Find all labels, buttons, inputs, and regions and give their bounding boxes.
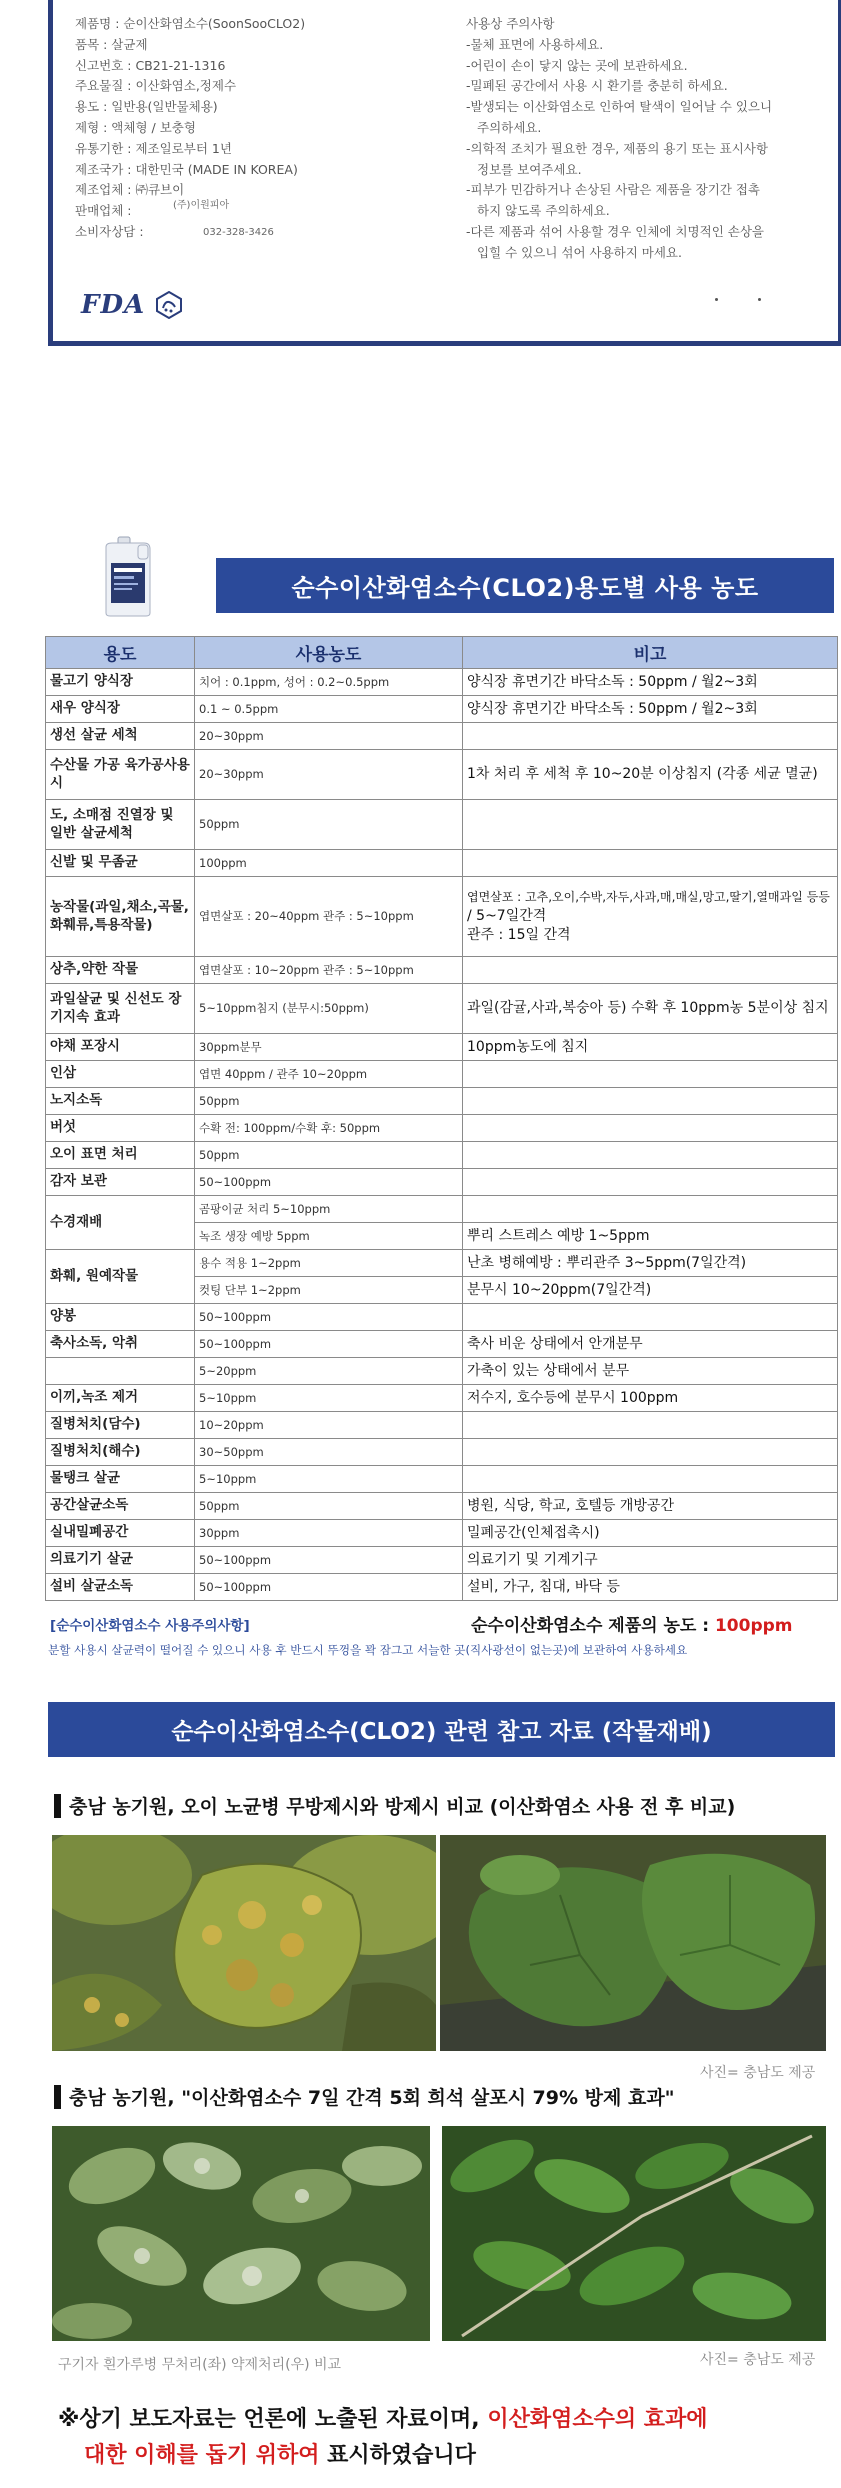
- note-cell: [463, 1088, 838, 1115]
- decor-dot: [758, 298, 761, 301]
- table-row: [46, 1547, 838, 1574]
- heading-text: 충남 농기원, "이산화염소수 7일 간격 5회 희석 살포시 79% 방제 효과": [69, 2087, 675, 2109]
- note-cell: 10ppm농도에 침지: [463, 1034, 838, 1061]
- concentration-cell: 엽면살포 : 10~20ppm 관주 : 5~10ppm: [195, 957, 463, 984]
- table-row: [46, 1358, 838, 1385]
- certification-logos: [81, 290, 183, 320]
- footnote-highlight: 대한 이해를 돕기 위하여: [84, 2443, 320, 2468]
- table-row: [46, 1412, 838, 1439]
- note-cell: 축사 비운 상태에서 안개분무: [463, 1331, 838, 1358]
- use-cell: 신발 및 무좀균: [46, 850, 195, 877]
- note-cell: [463, 1412, 838, 1439]
- footnote-text: ※상기 보도자료는 언론에 노출된 자료이며,: [58, 2407, 480, 2432]
- concentration-cell: 50ppm: [195, 1088, 463, 1115]
- footnote-text: 표시하였습니다: [327, 2443, 476, 2468]
- concentration-cell: 50ppm: [195, 1142, 463, 1169]
- concentration-label: 순수이산화염소수 제품의 농도 :: [471, 1616, 710, 1636]
- use-cell: [46, 1358, 195, 1385]
- concentration-cell: 5~10ppm: [195, 1466, 463, 1493]
- concentration-cell: 용수 적용 1~2ppm: [195, 1250, 463, 1277]
- concentration-cell: 50~100ppm: [195, 1169, 463, 1196]
- product-bottle-image: [98, 535, 158, 617]
- header-note: 비고: [463, 637, 838, 669]
- use-cell: 물고기 양식장: [46, 669, 195, 696]
- precaution-line: -의학적 조치가 필요한 경우, 제품의 용기 또는 표시사항: [466, 140, 768, 156]
- table-row: [46, 669, 838, 696]
- spec-line: [75, 201, 455, 222]
- note-cell: [463, 850, 838, 877]
- usage-table: [45, 636, 838, 1601]
- concentration-cell: 엽면 40ppm / 관주 10~20ppm: [195, 1061, 463, 1088]
- usage-caution-label: [순수이산화염소수 사용주의사항]: [50, 1618, 250, 1634]
- decor-dot: [715, 298, 718, 301]
- cucumber-untreated-photo: [52, 1835, 436, 2051]
- use-cell: 수산물 가공 육가공사용시: [46, 750, 195, 800]
- footnote-highlight: 이산화염소수의 효과에: [487, 2407, 708, 2432]
- reference-heading-2: [54, 2083, 675, 2110]
- photo-credit-2: 사진= 충남도 제공: [700, 2352, 816, 2368]
- note-cell: [463, 1169, 838, 1196]
- use-cell: 농작물(과일,채소,곡물,화훼류,특용작물): [46, 877, 195, 957]
- fda-logo: FDA: [81, 290, 146, 320]
- concentration-cell: 50ppm: [195, 1493, 463, 1520]
- table-row: [46, 750, 838, 800]
- table-header-row: [46, 637, 838, 669]
- table-row: [46, 1493, 838, 1520]
- table-row: [46, 1061, 838, 1088]
- footnote-line-1: [58, 2402, 708, 2433]
- use-cell: 도, 소매점 진열장 및 일반 살균세척: [46, 800, 195, 850]
- usage-title-banner: 순수이산화염소수(CLO2)용도별 사용 농도: [216, 558, 834, 613]
- use-cell: 야채 포장시: [46, 1034, 195, 1061]
- note-cell: 저수지, 호수등에 분무시 100ppm: [463, 1385, 838, 1412]
- concentration-cell: 30ppm분무: [195, 1034, 463, 1061]
- note-cell: [463, 877, 838, 957]
- note-cell: 양식장 휴면기간 바닥소독 : 50ppm / 월2~3회: [463, 669, 838, 696]
- heading-text: 충남 농기원, 오이 노균병 무방제시와 방제시 비교 (이산화염소 사용 전 후 비교): [69, 1796, 736, 1818]
- note-cell: 의료기기 및 기계기구: [463, 1547, 838, 1574]
- use-cell: 과일살균 및 신선도 장기지속 효과: [46, 984, 195, 1034]
- footnote-line-2: [84, 2438, 476, 2469]
- use-cell: 버섯: [46, 1115, 195, 1142]
- storage-warning: 분할 사용시 살균력이 떨어질 수 있으니 사용 후 반드시 뚜껑을 꽉 잠그고 서늘한 곳(직사광선이 없는곳)에 보관하여 사용하세요: [48, 1643, 688, 1657]
- precaution-line: -발생되는 이산화염소로 인하여 탈색이 일어날 수 있으니: [466, 99, 773, 115]
- table-row: [46, 1385, 838, 1412]
- note-cell: [463, 1439, 838, 1466]
- cucumber-treated-photo: [440, 1835, 826, 2051]
- use-cell: 물탱크 살균: [46, 1466, 195, 1493]
- concentration-cell: 50~100ppm: [195, 1304, 463, 1331]
- concentration-value: 100ppm: [714, 1616, 793, 1636]
- note-drench: 관주 : 15일 간격: [467, 926, 571, 943]
- table-row: [46, 1439, 838, 1466]
- note-cell: [463, 1304, 838, 1331]
- note-cell: [463, 1466, 838, 1493]
- table-row: [46, 1574, 838, 1601]
- concentration-cell: 10~20ppm: [195, 1412, 463, 1439]
- concentration-cell: 50~100ppm: [195, 1547, 463, 1574]
- concentration-cell: 100ppm: [195, 850, 463, 877]
- spec-line: 신고번호 : CB21-21-1316: [75, 57, 226, 73]
- spec-line: 품목 : 살균제: [75, 36, 148, 52]
- precaution-line: 정보를 보여주세요.: [477, 161, 582, 177]
- table-row: [46, 984, 838, 1034]
- note-cell: [463, 1115, 838, 1142]
- table-row: [46, 850, 838, 877]
- note-cell: 병원, 식당, 학교, 호텔등 개방공간: [463, 1493, 838, 1520]
- concentration-cell: 엽면살포 : 20~40ppm 관주 : 5~10ppm: [195, 877, 463, 957]
- note-cell: 뿌리 스트레스 예방 1~5ppm: [463, 1223, 838, 1250]
- use-cell: 양봉: [46, 1304, 195, 1331]
- precaution-line: -피부가 민감하거나 손상된 사람은 제품을 장기간 접촉: [466, 182, 761, 198]
- use-cell: 생선 살균 세척: [46, 723, 195, 750]
- table-row: [46, 1034, 838, 1061]
- phone-label: 소비자상담 :: [75, 223, 144, 239]
- note-cell: 밀폐공간(인체접촉시): [463, 1520, 838, 1547]
- precaution-line: 입힐 수 있으니 섞어 사용하지 마세요.: [477, 244, 682, 260]
- use-cell: 설비 살균소독: [46, 1574, 195, 1601]
- use-cell: 새우 양식장: [46, 696, 195, 723]
- seller-value: (주)이원피아: [173, 200, 230, 212]
- precaution-line: -밀폐된 공간에서 사용 시 환기를 충분히 하세요.: [466, 78, 728, 94]
- reference-heading-1: [54, 1792, 735, 1819]
- use-cell: 축사소독, 악취: [46, 1331, 195, 1358]
- concentration-cell: 20~30ppm: [195, 723, 463, 750]
- reference-title-banner: 순수이산화염소수(CLO2) 관련 참고 자료 (작물재배): [48, 1702, 835, 1757]
- concentration-cell: 5~10ppm: [195, 1385, 463, 1412]
- spec-line: 제조업체 : ㈜큐브이: [75, 182, 185, 198]
- concentration-cell: 수확 전: 100ppm/수확 후: 50ppm: [195, 1115, 463, 1142]
- concentration-cell: 컷팅 단부 1~2ppm: [195, 1277, 463, 1304]
- use-cell: 실내밀폐공간: [46, 1520, 195, 1547]
- table-row: [46, 1520, 838, 1547]
- goji-treated-photo: [442, 2126, 826, 2341]
- note-cell: [463, 800, 838, 850]
- table-row: [46, 1250, 838, 1277]
- concentration-cell: 녹조 생장 예방 5ppm: [195, 1223, 463, 1250]
- concentration-cell: 5~10ppm침지 (분무시:50ppm): [195, 984, 463, 1034]
- precaution-line: -물체 표면에 사용하세요.: [466, 36, 604, 52]
- use-cell: 수경재배: [46, 1196, 195, 1250]
- table-row: [46, 723, 838, 750]
- spec-line: 제조국가 : 대한민국 (MADE IN KOREA): [75, 161, 298, 177]
- concentration-cell: 50~100ppm: [195, 1574, 463, 1601]
- use-cell: 감자 보관: [46, 1169, 195, 1196]
- note-cell: 난초 병해예방 : 뿌리관주 3~5ppm(7일간격): [463, 1250, 838, 1277]
- concentration-cell: 5~20ppm: [195, 1358, 463, 1385]
- use-cell: 질병처치(담수): [46, 1412, 195, 1439]
- use-cell: 노지소독: [46, 1088, 195, 1115]
- concentration-cell: 0.1 ~ 0.5ppm: [195, 696, 463, 723]
- hand-wash-icon: [155, 291, 183, 319]
- concentration-cell: 30~50ppm: [195, 1439, 463, 1466]
- table-row: [46, 1466, 838, 1493]
- table-row: [46, 1169, 838, 1196]
- note-cell: 가축이 있는 상태에서 분무: [463, 1358, 838, 1385]
- precaution-title: 사용상 주의사항: [466, 16, 555, 31]
- note-interval: / 5~7일간격: [467, 908, 547, 925]
- concentration-cell: 50ppm: [195, 800, 463, 850]
- table-row: [46, 1196, 838, 1223]
- precaution-line: 하지 않도록 주의하세요.: [477, 203, 610, 219]
- table-row: [46, 877, 838, 957]
- spec-line: 용도 : 일반용(일반물체용): [75, 99, 218, 115]
- table-row: [46, 1088, 838, 1115]
- use-cell: 인삼: [46, 1061, 195, 1088]
- table-row: [46, 1304, 838, 1331]
- table-row: [46, 1115, 838, 1142]
- concentration-cell: 50~100ppm: [195, 1331, 463, 1358]
- phone-value: 032-328-3426: [203, 226, 274, 238]
- heading-bar-icon: [54, 1794, 61, 1818]
- table-row: [46, 1142, 838, 1169]
- concentration-cell: 곰팡이균 처리 5~10ppm: [195, 1196, 463, 1223]
- precaution-list: [466, 14, 826, 264]
- note-cell: [463, 957, 838, 984]
- table-row: [46, 696, 838, 723]
- concentration-cell: 치어 : 0.1ppm, 성어 : 0.2~0.5ppm: [195, 669, 463, 696]
- note-cell: 1차 처리 후 세척 후 10~20분 이상침지 (각종 세균 멸균): [463, 750, 838, 800]
- precaution-line: -어린이 손이 닿지 않는 곳에 보관하세요.: [466, 57, 688, 73]
- heading-bar-icon: [54, 2085, 61, 2109]
- use-cell: 공간살균소독: [46, 1493, 195, 1520]
- spec-line: [75, 222, 455, 243]
- use-cell: 이끼,녹조 제거: [46, 1385, 195, 1412]
- note-cell: 양식장 휴면기간 바닥소독 : 50ppm / 월2~3회: [463, 696, 838, 723]
- product-spec-list: [75, 14, 455, 243]
- note-crops: 엽면살포 : 고추,오이,수박,자두,사과,매,매실,망고,딸기,열매과일 등등: [467, 890, 830, 905]
- table-row: [46, 1331, 838, 1358]
- header-use: 용도: [46, 637, 195, 669]
- note-cell: [463, 1061, 838, 1088]
- table-row: [46, 800, 838, 850]
- spec-line: 제품명 : 순이산화염소수(SoonSooCLO2): [75, 16, 306, 31]
- spec-line: 유통기한 : 제조일로부터 1년: [75, 140, 232, 156]
- note-cell: 설비, 가구, 침대, 바닥 등: [463, 1574, 838, 1601]
- precaution-line: -다른 제품과 섞어 사용할 경우 인체에 치명적인 손상을: [466, 223, 764, 239]
- spec-line: 주요물질 : 이산화염소,정제수: [75, 78, 237, 94]
- photo-credit-1: 사진= 충남도 제공: [700, 2065, 816, 2081]
- photo-caption-2: 구기자 흰가루병 무처리(좌) 약제처리(우) 비교: [58, 2357, 342, 2373]
- precaution-line: 주의하세요.: [477, 119, 542, 135]
- header-concentration: 사용농도: [195, 637, 463, 669]
- use-cell: 질병처치(해수): [46, 1439, 195, 1466]
- use-cell: 의료기기 살균: [46, 1547, 195, 1574]
- note-cell: [463, 723, 838, 750]
- product-concentration-note: [471, 1611, 793, 1636]
- product-info-box: [48, 0, 841, 346]
- seller-label: 판매업체 :: [75, 203, 132, 219]
- use-cell: 상추,약한 작물: [46, 957, 195, 984]
- note-cell: 과일(감귤,사과,복숭아 등) 수확 후 10ppm농 5분이상 침지: [463, 984, 838, 1034]
- note-cell: 분무시 10~20ppm(7일간격): [463, 1277, 838, 1304]
- concentration-cell: 20~30ppm: [195, 750, 463, 800]
- use-cell: 화훼, 원예작물: [46, 1250, 195, 1304]
- goji-untreated-photo: [52, 2126, 430, 2341]
- spec-line: 제형 : 액체형 / 보충형: [75, 119, 196, 135]
- note-cell: [463, 1142, 838, 1169]
- use-cell: 오이 표면 처리: [46, 1142, 195, 1169]
- note-cell: [463, 1196, 838, 1223]
- concentration-cell: 30ppm: [195, 1520, 463, 1547]
- table-row: [46, 957, 838, 984]
